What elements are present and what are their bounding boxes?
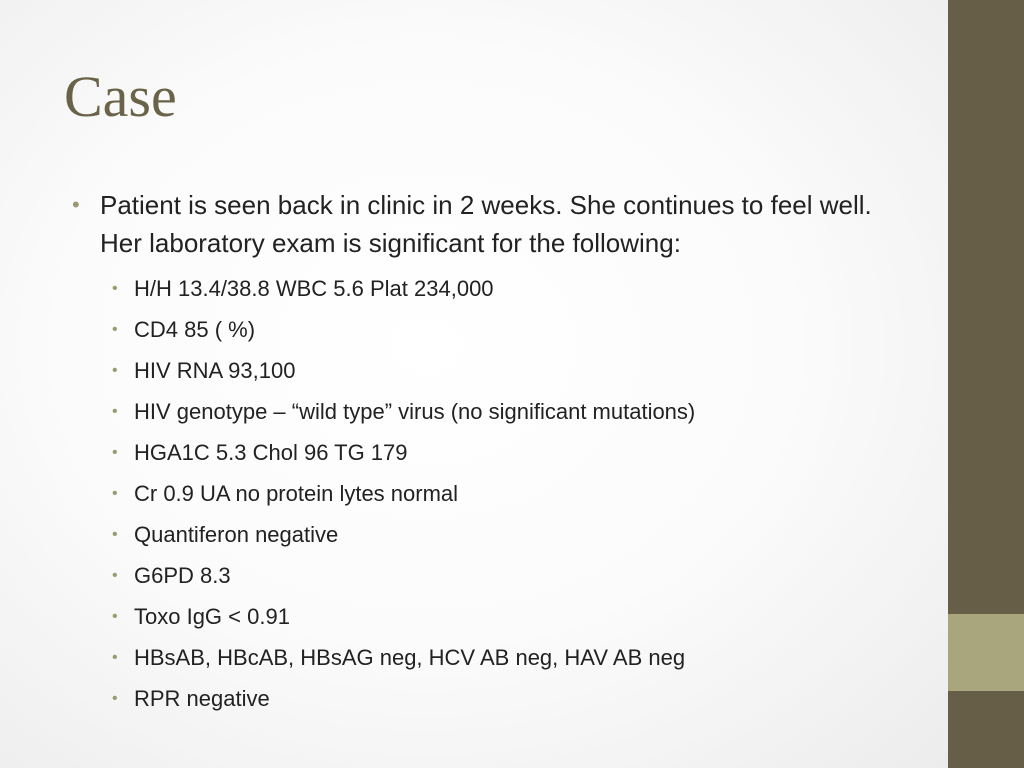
slide-title: Case [64, 64, 177, 129]
list-item-text: HGA1C 5.3 Chol 96 TG 179 [134, 440, 408, 465]
list-item-text: H/H 13.4/38.8 WBC 5.6 Plat 234,000 [134, 276, 494, 301]
bullet-dot-icon: • [112, 444, 118, 461]
lab-results-list [72, 268, 902, 719]
bullet-dot-icon: • [112, 690, 118, 707]
list-item-text: Cr 0.9 UA no protein lytes normal [134, 481, 459, 506]
list-item-text: HBsAB, HBcAB, HBsAG neg, HCV AB neg, HAV AB neg [134, 645, 686, 670]
list-item [112, 268, 902, 309]
list-item [112, 596, 902, 637]
slide-content [72, 186, 902, 719]
list-item-text: G6PD 8.3 [134, 563, 231, 588]
list-item-text: HIV genotype – “wild type” virus (no significant mutations) [134, 399, 696, 424]
list-item [112, 309, 902, 350]
main-bullet [72, 186, 902, 262]
bullet-dot-icon: • [112, 526, 118, 543]
list-item-text: CD4 85 ( %) [134, 317, 256, 342]
bullet-dot-icon: • [72, 192, 80, 217]
bullet-dot-icon: • [112, 567, 118, 584]
bullet-dot-icon: • [112, 362, 118, 379]
list-item [112, 678, 902, 719]
list-item-text: Toxo IgG < 0.91 [134, 604, 290, 629]
list-item [112, 391, 902, 432]
list-item [112, 555, 902, 596]
list-item-text: Quantiferon negative [134, 522, 339, 547]
list-item [112, 637, 902, 678]
side-decor-accent [948, 614, 1024, 691]
bullet-dot-icon: • [112, 321, 118, 338]
bullet-dot-icon: • [112, 608, 118, 625]
list-item-text: RPR negative [134, 686, 270, 711]
bullet-dot-icon: • [112, 485, 118, 502]
list-item [112, 432, 902, 473]
bullet-dot-icon: • [112, 403, 118, 420]
main-bullet-text: Patient is seen back in clinic in 2 weeks. She continues to feel well. Her laboratory exam is significant for the following: [100, 190, 872, 258]
list-item [112, 514, 902, 555]
list-item [112, 350, 902, 391]
list-item [112, 473, 902, 514]
bullet-dot-icon: • [112, 649, 118, 666]
list-item-text: HIV RNA 93,100 [134, 358, 296, 383]
bullet-dot-icon: • [112, 280, 118, 297]
